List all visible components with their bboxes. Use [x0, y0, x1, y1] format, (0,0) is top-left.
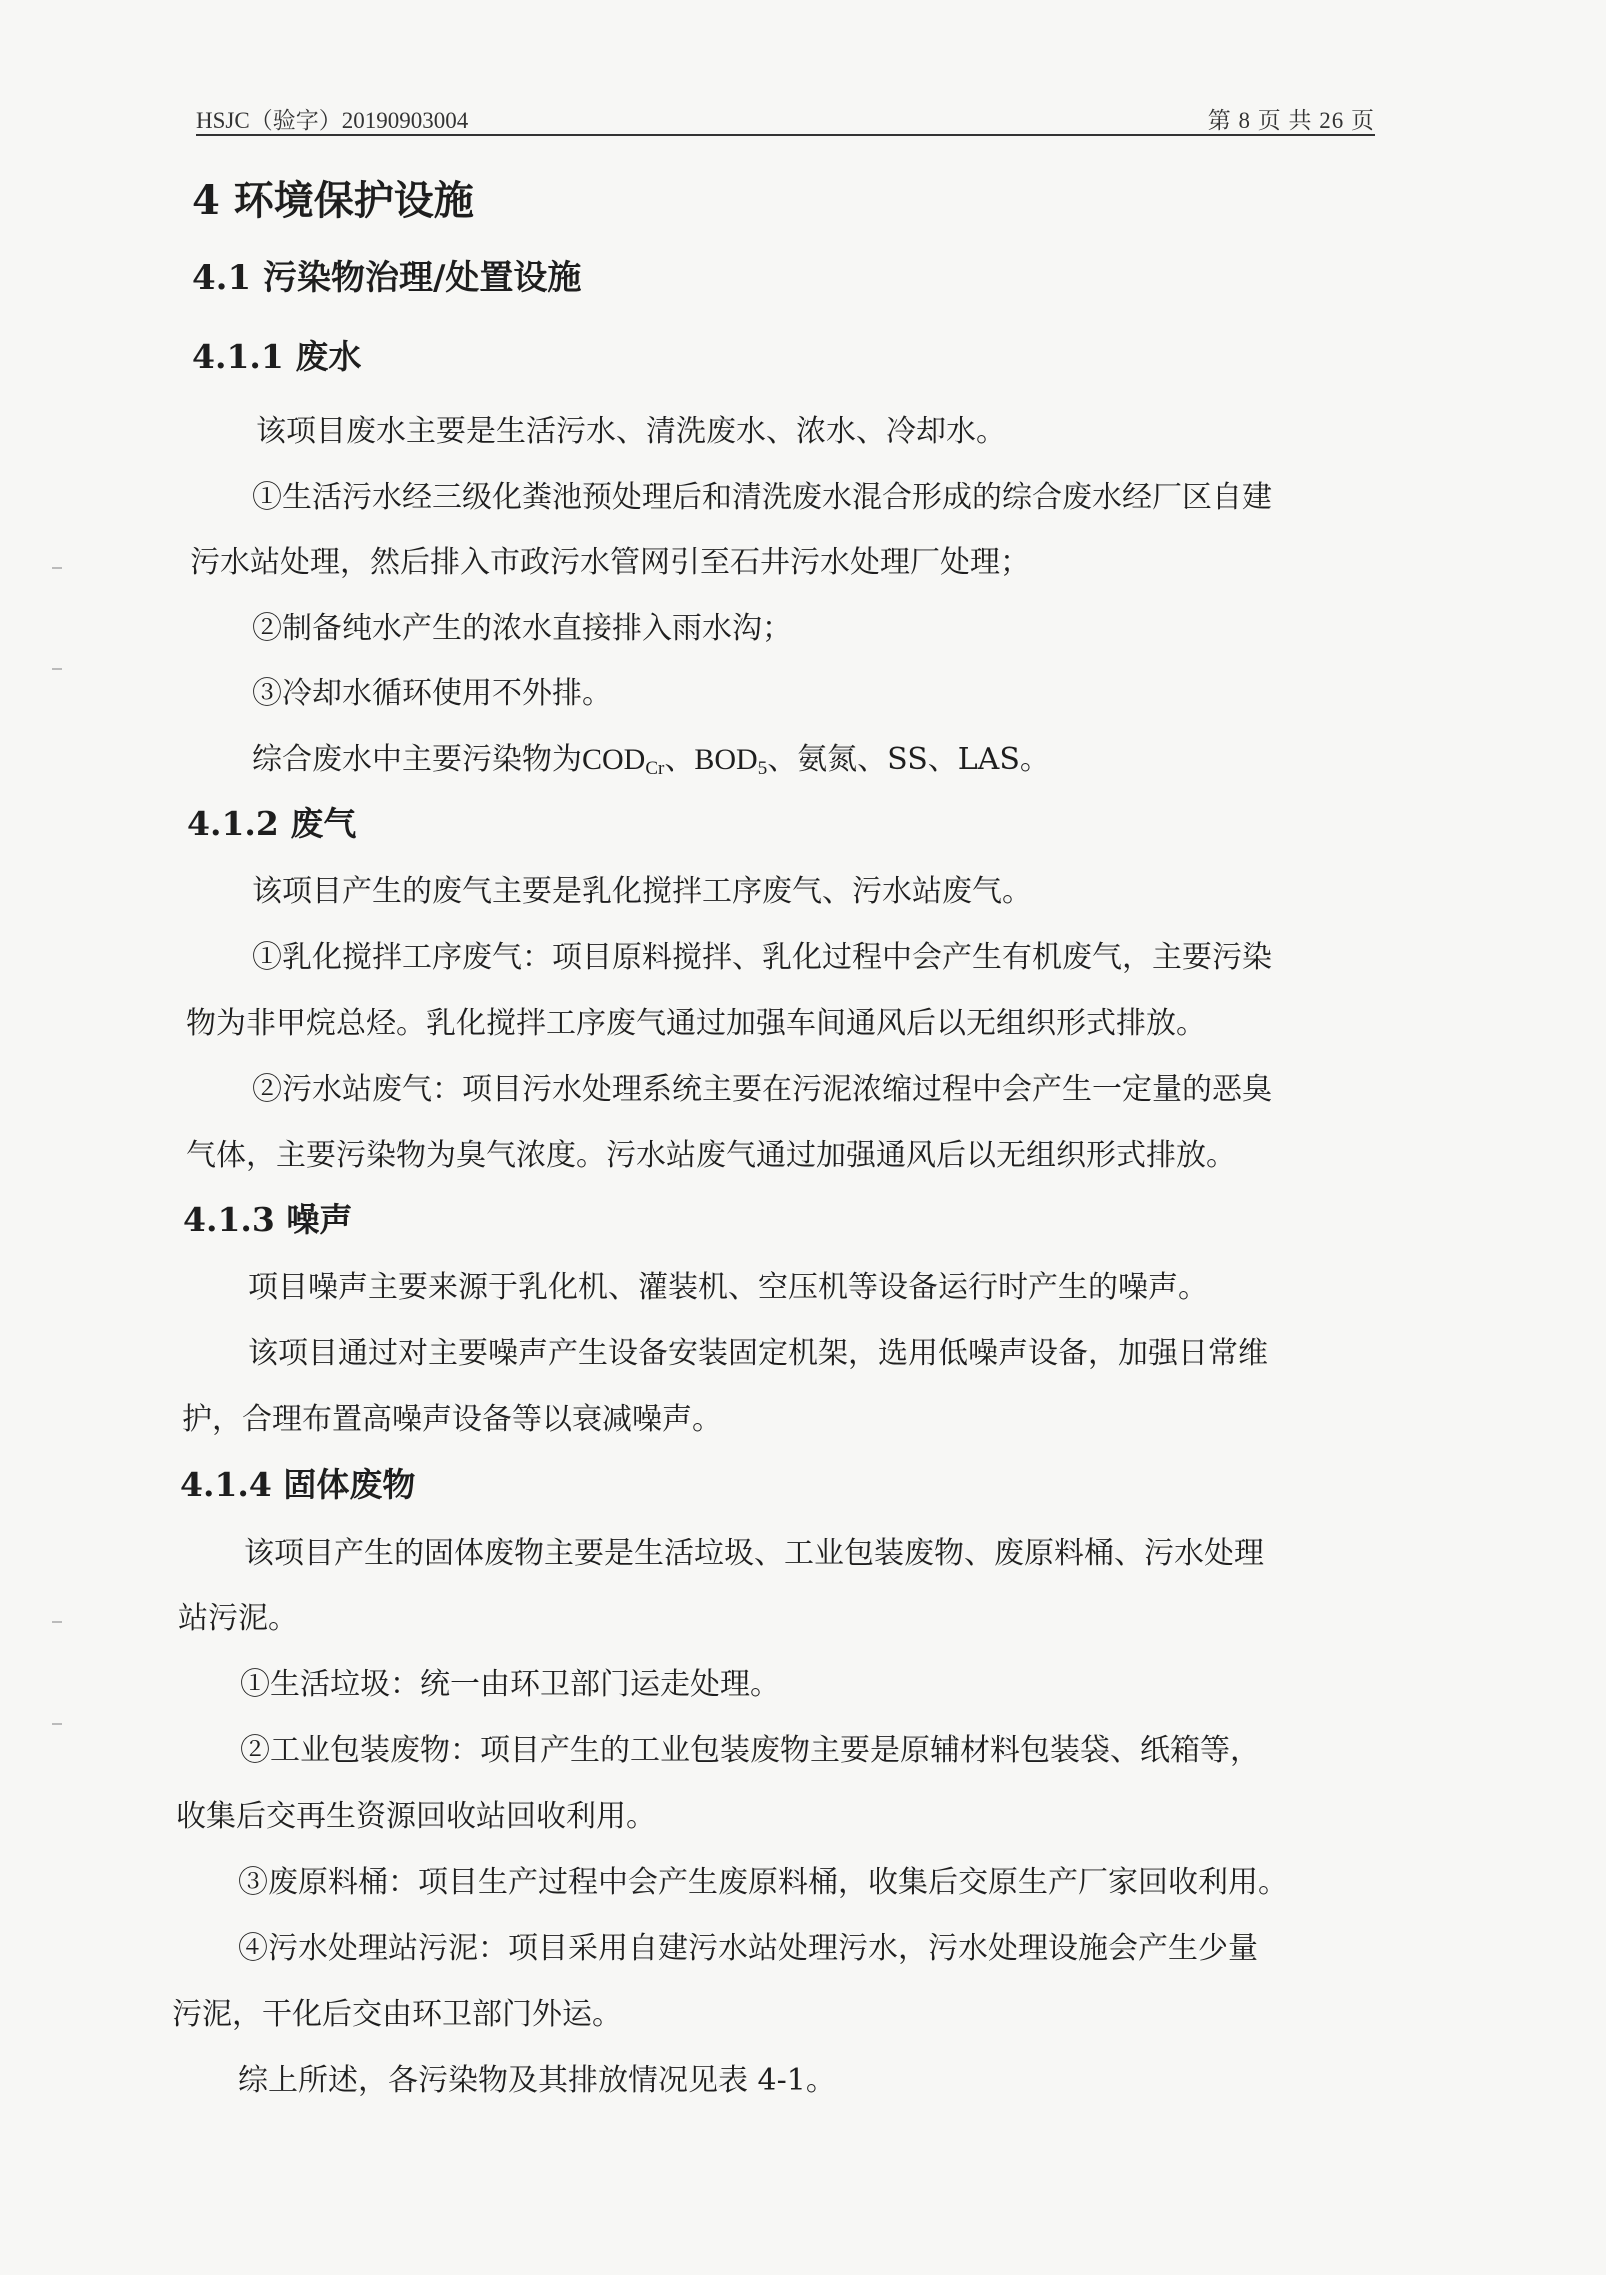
section-heading-4-1: 4.1 污染物治理/处置设施: [192, 258, 582, 298]
bod-label: BOD: [694, 743, 758, 776]
cod-subscript: Cr: [645, 758, 665, 779]
scan-mark: [52, 1723, 62, 1725]
exhaust-item-2-cont: 气体，主要污染物为臭气浓度。污水站废气通过加强通风后以无组织形式排放。: [186, 1138, 1236, 1173]
wastewater-item-3: ③冷却水循环使用不外排。: [252, 676, 612, 711]
scan-mark: [52, 668, 62, 670]
wastewater-intro: 该项目废水主要是生活污水、清洗废水、浓水、冷却水。: [256, 414, 1006, 449]
exhaust-item-2: ②污水站废气：项目污水处理系统主要在污泥浓缩过程中会产生一定量的恶臭: [252, 1072, 1272, 1107]
scan-mark: [52, 567, 62, 569]
solid-item-2-cont: 收集后交再生资源回收站回收利用。: [176, 1799, 656, 1834]
cod-label: COD: [582, 743, 646, 776]
exhaust-item-1-cont: 物为非甲烷总烃。乳化搅拌工序废气通过加强车间通风后以无组织形式排放。: [186, 1006, 1206, 1041]
wastewater-item-1: ①生活污水经三级化粪池预处理后和清洗废水混合形成的综合废水经厂区自建: [252, 480, 1272, 515]
wastewater-pollutants: [252, 742, 1050, 778]
section-heading-4-1-2: 4.1.2 废气: [187, 804, 357, 843]
section-heading-4-1-3: 4.1.3 噪声: [183, 1200, 353, 1239]
solid-item-1: ①生活垃圾：统一由环卫部门运走处理。: [240, 1667, 780, 1702]
scan-mark: [52, 1621, 62, 1623]
noise-intro: 项目噪声主要来源于乳化机、灌装机、空压机等设备运行时产生的噪声。: [248, 1270, 1208, 1305]
document-id: HSJC（验字）20190903004: [196, 108, 469, 133]
pollutants-prefix: 综合废水中主要污染物为: [252, 742, 582, 777]
solid-intro: 该项目产生的固体废物主要是生活垃圾、工业包装废物、废原料桶、污水处理: [244, 1536, 1264, 1571]
solid-item-4-cont: 污泥，干化后交由环卫部门外运。: [172, 1997, 622, 2032]
section-heading-4-1-1: 4.1.1 废水: [192, 337, 362, 376]
noise-measure-cont: 护，合理布置高噪声设备等以衰减噪声。: [182, 1402, 722, 1437]
page-number: 第 8 页 共 26 页: [1207, 108, 1375, 133]
solid-summary: 综上所述，各污染物及其排放情况见表 4-1。: [238, 2063, 836, 2098]
wastewater-item-1-cont: 污水站处理，然后排入市政污水管网引至石井污水处理厂处理；: [190, 545, 1030, 580]
solid-item-2: ②工业包装废物：项目产生的工业包装废物主要是原辅材料包装袋、纸箱等，: [240, 1733, 1260, 1768]
pollutants-rest: 、氨氮、SS、LAS。: [767, 742, 1050, 777]
bod-subscript: 5: [757, 758, 768, 779]
solid-item-4: ④污水处理站污泥：项目采用自建污水站处理污水，污水处理设施会产生少量: [238, 1931, 1258, 1966]
page-header: [196, 98, 1375, 136]
section-heading-4-1-4: 4.1.4 固体废物: [180, 1465, 416, 1504]
solid-item-3: ③废原料桶：项目生产过程中会产生废原料桶，收集后交原生产厂家回收利用。: [238, 1865, 1288, 1900]
exhaust-item-1: ①乳化搅拌工序废气：项目原料搅拌、乳化过程中会产生有机废气，主要污染: [252, 940, 1272, 975]
wastewater-item-2: ②制备纯水产生的浓水直接排入雨水沟；: [252, 611, 792, 646]
section-heading-4: 4 环境保护设施: [192, 177, 474, 224]
solid-intro-cont: 站污泥。: [178, 1601, 298, 1636]
exhaust-intro: 该项目产生的废气主要是乳化搅拌工序废气、污水站废气。: [252, 874, 1032, 909]
separator: 、: [664, 742, 695, 777]
noise-measure: 该项目通过对主要噪声产生设备安装固定机架，选用低噪声设备，加强日常维: [248, 1336, 1268, 1371]
